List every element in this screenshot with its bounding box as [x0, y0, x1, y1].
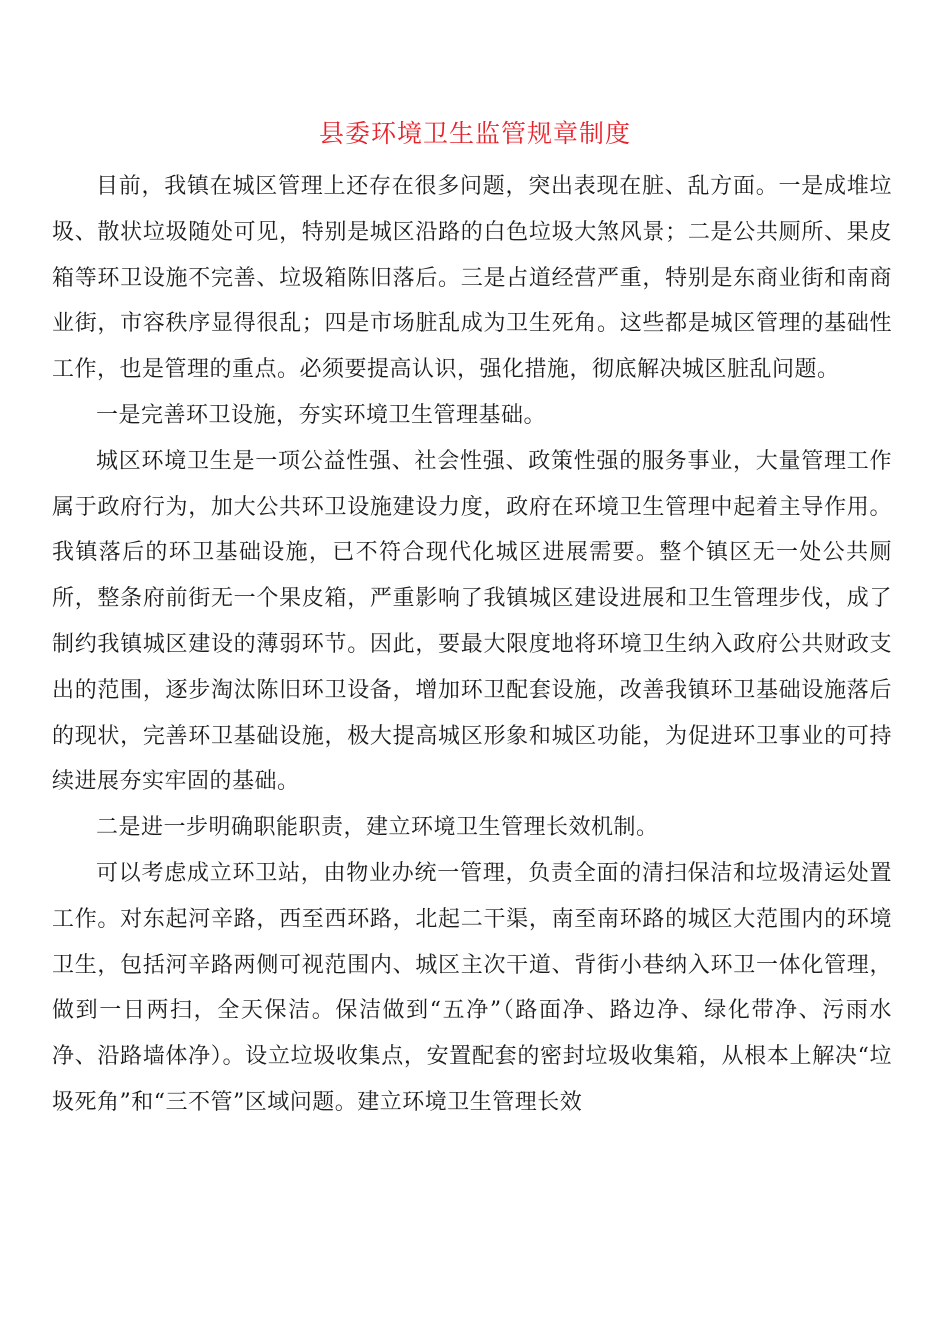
paragraph-intro: 目前，我镇在城区管理上还存在很多问题，突出表现在脏、乱方面。一是成堆垃圾、散状垃圾随处可见，特别是城区沿路的白色垃圾大煞风景；二是公共厕所、果皮箱等环卫设施不完善、垃圾箱陈旧落后。三是占道经营严重，特别是东商业街和南商业街，市容秩序显得很乱；四是市场脏乱成为卫生死角。这些都是城区管理的基础性工作，也是管理的重点。必须要提高认识，强化措施，彻底解决城区脏乱问题。	[52, 174, 892, 383]
paragraph-facilities: 城区环境卫生是一项公益性强、社会性强、政策性强的服务事业，大量管理工作属于政府行为，加大公共环卫设施建设力度，政府在环境卫生管理中起着主导作用。我镇落后的环卫基础设施，已不符合现代化城区进展需要。整个镇区无一处公共厕所，整条府前街无一个果皮箱，严重影响了我镇城区建设进展和卫生管理步伐，成了制约我镇城区建设的薄弱环节。因此，要最大限度地将环境卫生纳入政府公共财政支出的范围，逐步淘汰陈旧环卫设备，增加环卫配套设施，改善我镇环卫基础设施落后的现状，完善环卫基础设施，极大提高城区形象和城区功能，为促进环卫事业的可持续进展夯实牢固的基础。	[52, 448, 892, 795]
paragraph-heading-1: 一是完善环卫设施，夯实环境卫生管理基础。	[96, 402, 547, 428]
document-title: 县委环境卫生监管规章制度	[318, 119, 631, 148]
paragraph-mechanism: 可以考虑成立环卫站，由物业办统一管理，负责全面的清扫保洁和垃圾清运处置工作。对东起河辛路，西至西环路，北起二干渠，南至南环路的城区大范围内的环境卫生，包括河辛路两侧可视范围内、城区主次干道、背街小巷纳入环卫一体化管理，做到一日两扫，全天保洁。保洁做到“五净”（路面净、路边净、绿化带净、污雨水净、沿路墙体净）。设立垃圾收集点，安置配套的密封垃圾收集箱，从根本上解决“垃圾死角”和“三不管”区域问题。建立环境卫生管理长效	[52, 860, 892, 1115]
document-body	[52, 164, 892, 1126]
paragraph-heading-2: 二是进一步明确职能职责，建立环境卫生管理长效机制。	[96, 815, 659, 841]
